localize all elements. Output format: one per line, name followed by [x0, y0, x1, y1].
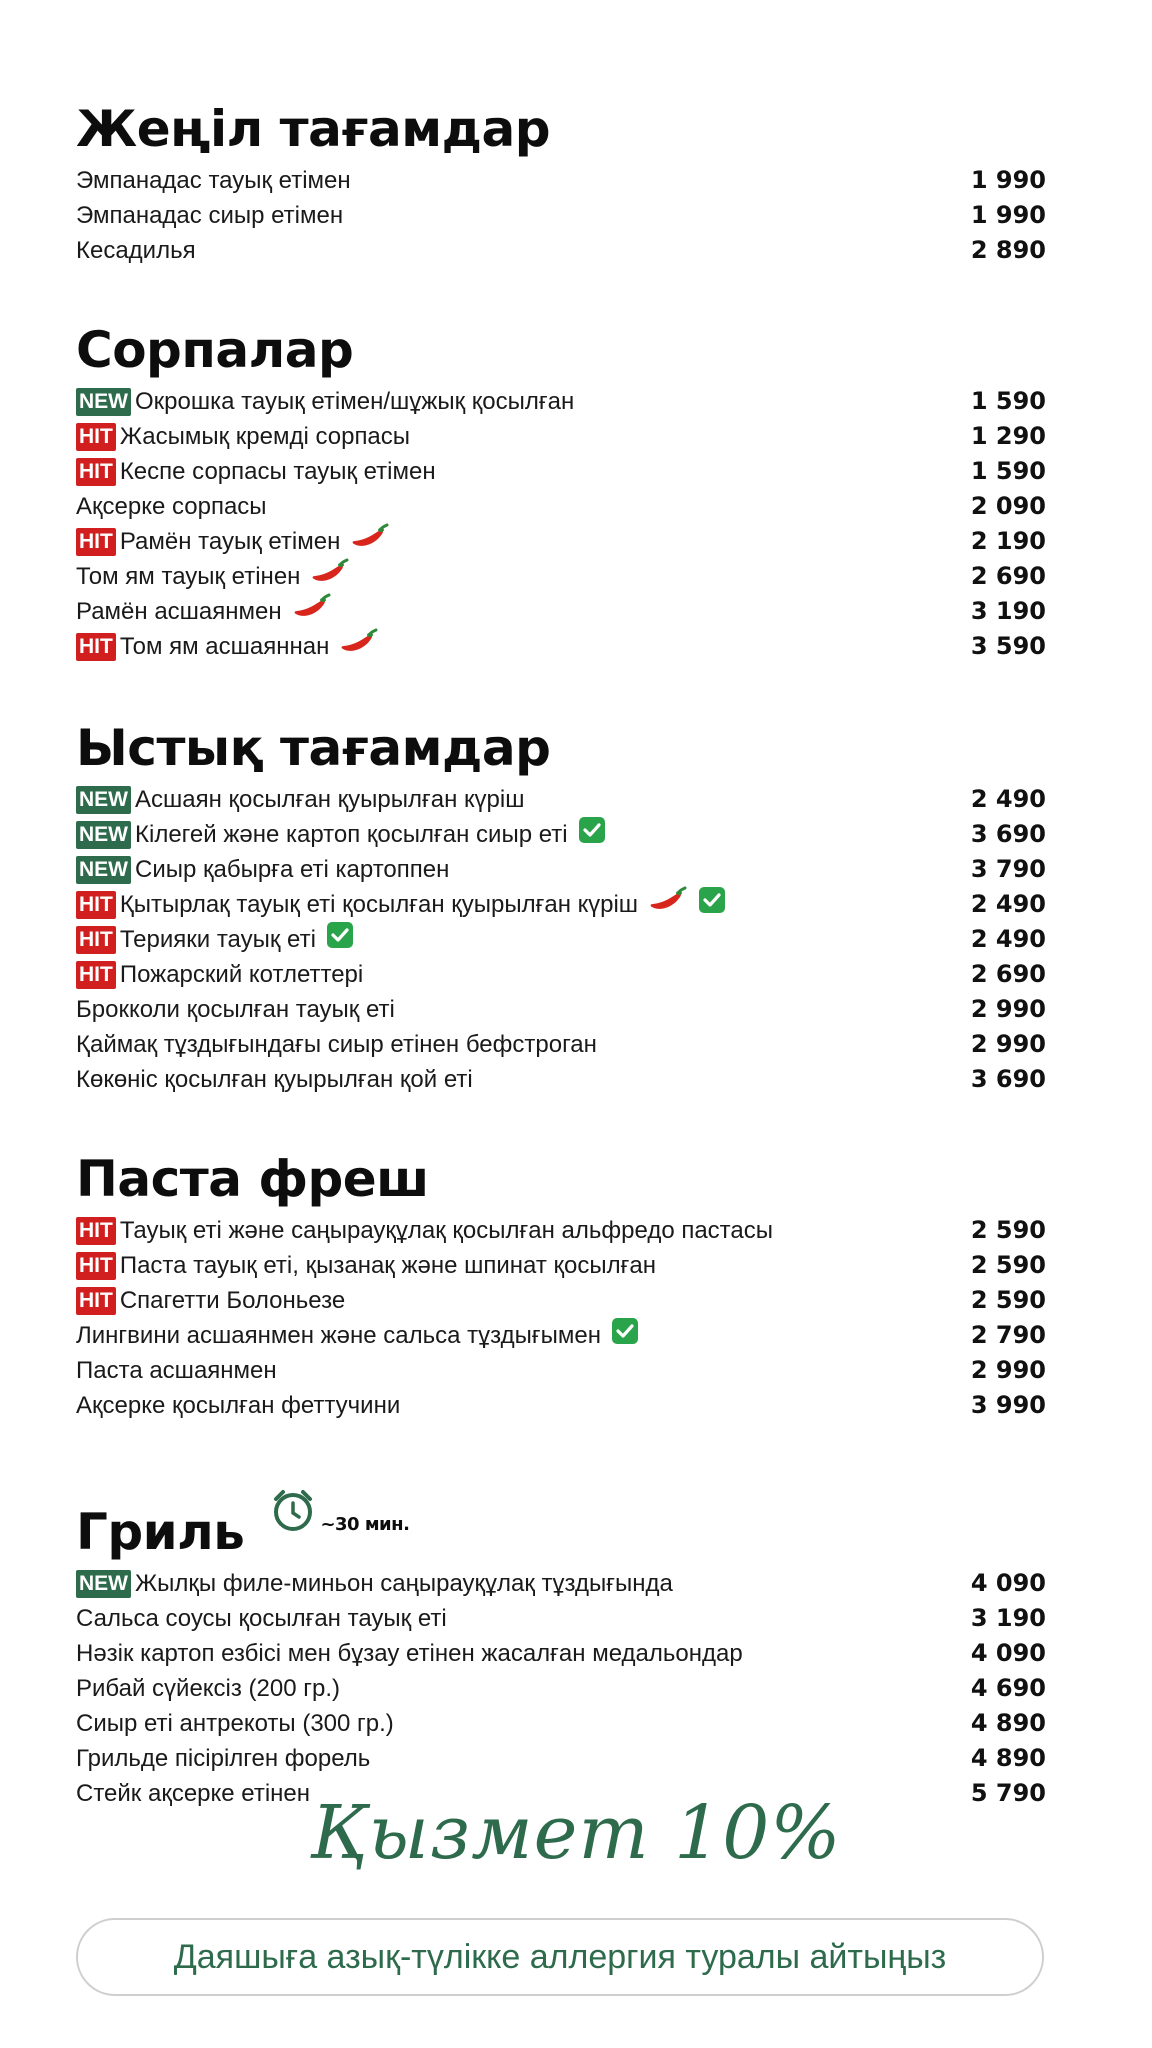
menu-item-name: Лингвини асшаянмен және сальса тұздығымен [76, 1322, 601, 1349]
section-title [76, 714, 1046, 782]
menu-item-price: 3 590 [970, 632, 1046, 660]
menu-item-price: 4 090 [970, 1639, 1046, 1667]
menu-item-name: Асшаян қосылған қуырылған күріш [135, 786, 525, 813]
menu-item-name: Том ям тауық етінен [76, 563, 301, 590]
new-badge: NEW [76, 1570, 131, 1598]
menu-item [76, 817, 1046, 852]
menu-item-price: 3 990 [970, 1391, 1046, 1419]
menu-item [76, 1388, 1046, 1423]
menu-item-name: Кілегей және картоп қосылған сиыр еті [135, 821, 568, 848]
menu-item-name: Қытырлақ тауық еті қосылған қуырылған күріш [119, 891, 639, 918]
menu-item-name: Рамён асшаянмен [76, 598, 282, 625]
menu-item-name: Том ям асшаяннан [119, 633, 330, 660]
menu-item-name: Сальса соусы қосылған тауық еті [76, 1605, 447, 1632]
menu-item-price: 2 890 [970, 236, 1046, 264]
menu-section [76, 714, 1046, 1097]
menu-item-name: Сиыр қабырға еті картоппен [135, 856, 450, 883]
menu-section [76, 1145, 1046, 1423]
menu-item-name-group [76, 1353, 926, 1388]
hit-badge: HIT [76, 633, 116, 661]
menu-item-name: Кеспе сорпасы тауық етімен [119, 458, 436, 485]
hit-badge: HIT [76, 528, 116, 556]
menu-item-name-group [76, 816, 926, 854]
menu-item-name: Паста тауық еті, қызанақ және шпинат қосылған [119, 1252, 656, 1279]
menu-item-name: Сиыр еті антрекоты (300 гр.) [76, 1710, 394, 1737]
chili-pepper-icon [648, 885, 688, 925]
menu-item-name-group [76, 1062, 926, 1097]
menu-item-name: Паста асшаянмен [76, 1357, 277, 1384]
chili-pepper-icon [339, 627, 379, 667]
menu-item [76, 163, 1046, 198]
menu-item [76, 1318, 1046, 1353]
menu-item-name-group [76, 1283, 926, 1318]
menu-item-name-group [76, 454, 926, 489]
menu-item [76, 233, 1046, 268]
new-badge: NEW [76, 388, 131, 416]
menu-item [76, 1027, 1046, 1062]
menu-item-price: 3 790 [970, 855, 1046, 883]
menu-item-name: Рамён тауық етімен [119, 528, 341, 555]
menu-item [76, 384, 1046, 419]
chili-pepper-icon [292, 592, 332, 632]
menu-item [76, 1566, 1046, 1601]
menu-item-name: Қаймақ тұздығындағы сиыр етінен бефстроган [76, 1031, 597, 1058]
menu-item-price: 1 990 [970, 201, 1046, 229]
menu-item-name-group [76, 1671, 926, 1706]
hit-badge: HIT [76, 926, 116, 954]
checkmark-icon [698, 886, 726, 924]
menu-item-price: 3 690 [970, 1065, 1046, 1093]
menu-item-price: 4 690 [970, 1674, 1046, 1702]
menu-item-price: 2 590 [970, 1216, 1046, 1244]
menu-item-name: Нәзік картоп езбісі мен бұзау етінен жасалған медальондар [76, 1640, 743, 1667]
menu-item-name-group [76, 1566, 926, 1601]
menu-item-name: Стейк ақсерке етінен [76, 1780, 311, 1807]
menu-item-name-group [76, 1601, 926, 1636]
menu-item-name: Спагетти Болоньезе [119, 1287, 346, 1314]
menu-item [76, 489, 1046, 524]
menu-item [76, 1353, 1046, 1388]
menu-item [76, 782, 1046, 817]
menu-item-name-group [76, 1706, 926, 1741]
hit-badge: HIT [76, 1287, 116, 1315]
menu-item-name-group [76, 852, 926, 887]
menu-item-name: Жылқы филе-миньон саңырауқұлақ тұздығында [135, 1570, 673, 1597]
menu-item-name: Окрошка тауық етімен/шұжық қосылған [135, 388, 575, 415]
new-badge: NEW [76, 856, 131, 884]
section-title [76, 1471, 1046, 1566]
menu-item-name-group [76, 198, 926, 233]
section-title-text: Паста фреш [76, 1150, 429, 1208]
menu-item-price: 2 990 [970, 995, 1046, 1023]
menu-item-name: Кесадилья [76, 237, 196, 264]
menu-item-name-group [76, 1248, 926, 1283]
menu-item-name-group [76, 992, 926, 1027]
section-title-text: Жеңіл тағамдар [76, 100, 551, 158]
menu-item-price: 2 590 [970, 1251, 1046, 1279]
menu-item-name-group [76, 163, 926, 198]
menu-item-name: Терияки тауық еті [119, 926, 316, 953]
menu-item-name: Брокколи қосылған тауық еті [76, 996, 395, 1023]
cooking-time-text: ~30 мин. [320, 1513, 410, 1535]
menu-item [76, 887, 1046, 922]
menu-item-price: 3 190 [970, 1604, 1046, 1632]
menu-item-price: 2 490 [970, 890, 1046, 918]
checkmark-icon [578, 816, 606, 854]
menu-item-name-group [76, 557, 926, 597]
menu-item-name: Пожарский котлеттері [119, 961, 364, 988]
checkmark-icon [611, 1317, 639, 1355]
menu-item-name-group [76, 1027, 926, 1062]
hit-badge: HIT [76, 1252, 116, 1280]
menu-section [76, 1471, 1046, 1811]
section-gap [76, 268, 1046, 316]
hit-badge: HIT [76, 891, 116, 919]
menu-item-price: 1 290 [970, 422, 1046, 450]
hit-badge: HIT [76, 961, 116, 989]
menu-item-name-group [76, 1741, 926, 1776]
menu-section [76, 95, 1046, 268]
menu-item-name-group [76, 885, 926, 925]
section-gap [76, 1423, 1046, 1471]
menu-item-price: 4 890 [970, 1709, 1046, 1737]
menu-item-price: 2 490 [970, 925, 1046, 953]
menu-item-name-group [76, 592, 926, 632]
menu-item-price: 2 690 [970, 960, 1046, 988]
checkmark-icon [326, 921, 354, 959]
menu-item [76, 957, 1046, 992]
menu-item-name-group [76, 782, 926, 817]
menu-item [76, 1062, 1046, 1097]
menu-item-name-group [76, 233, 926, 268]
new-badge: NEW [76, 786, 131, 814]
allergy-notice: Даяшыға азық-түлікке аллергия туралы айтыңыз [76, 1918, 1044, 1996]
menu-item-price: 2 090 [970, 492, 1046, 520]
menu-item-price: 2 990 [970, 1356, 1046, 1384]
menu-item [76, 1213, 1046, 1248]
section-title [76, 95, 1046, 163]
menu [76, 95, 1046, 1811]
menu-item-name-group [76, 627, 926, 667]
section-title-text: Ыстық тағамдар [76, 719, 551, 777]
menu-item-price: 4 090 [970, 1569, 1046, 1597]
menu-item-name: Эмпанадас тауық етімен [76, 167, 351, 194]
menu-item-price: 3 690 [970, 820, 1046, 848]
menu-item-name: Көкөніс қосылған қуырылған қой еті [76, 1066, 473, 1093]
menu-item-name-group [76, 419, 926, 454]
menu-item-name-group [76, 1388, 926, 1423]
menu-section [76, 316, 1046, 664]
menu-item [76, 1248, 1046, 1283]
menu-item-name-group [76, 489, 926, 524]
new-badge: NEW [76, 821, 131, 849]
menu-item [76, 1741, 1046, 1776]
menu-item-name-group [76, 1317, 926, 1355]
menu-item [76, 1671, 1046, 1706]
menu-item-price: 1 990 [970, 166, 1046, 194]
menu-item [76, 1706, 1046, 1741]
menu-item-price: 2 490 [970, 785, 1046, 813]
cooking-time-note [266, 1471, 409, 1562]
chili-pepper-icon [350, 522, 390, 562]
menu-item-name-group [76, 957, 926, 992]
menu-item-name: Ақсерке қосылған феттучини [76, 1392, 401, 1419]
menu-item [76, 1601, 1046, 1636]
menu-item-price: 1 590 [970, 387, 1046, 415]
menu-item [76, 559, 1046, 594]
menu-item-price: 2 690 [970, 562, 1046, 590]
hit-badge: HIT [76, 458, 116, 486]
menu-item [76, 454, 1046, 489]
menu-item-name: Эмпанадас сиыр етімен [76, 202, 344, 229]
menu-item [76, 1636, 1046, 1671]
chili-pepper-icon [310, 557, 350, 597]
menu-item [76, 852, 1046, 887]
section-title [76, 316, 1046, 384]
menu-item [76, 198, 1046, 233]
menu-item [76, 992, 1046, 1027]
menu-item [76, 629, 1046, 664]
menu-item-price: 5 790 [970, 1779, 1046, 1807]
menu-item-name-group [76, 522, 926, 562]
menu-item-name-group [76, 1636, 926, 1671]
menu-item-name: Ақсерке сорпасы [76, 493, 267, 520]
menu-item-price: 3 190 [970, 597, 1046, 625]
section-title-text: Сорпалар [76, 321, 354, 379]
menu-item [76, 524, 1046, 559]
alarm-clock-icon [270, 1487, 316, 1562]
menu-item-price: 2 790 [970, 1321, 1046, 1349]
menu-item [76, 419, 1046, 454]
service-charge-text: Қызмет 10% [310, 1790, 842, 1876]
menu-item-price: 4 890 [970, 1744, 1046, 1772]
section-title [76, 1145, 1046, 1213]
menu-item-name: Тауық еті және саңырауқұлақ қосылған альфредо пастасы [119, 1217, 773, 1244]
menu-item-name: Грильде пісірілген форель [76, 1745, 371, 1772]
section-gap [76, 664, 1046, 714]
menu-item-price: 1 590 [970, 457, 1046, 485]
menu-item [76, 594, 1046, 629]
menu-item-price: 2 590 [970, 1286, 1046, 1314]
menu-item-name-group [76, 1213, 926, 1248]
menu-item-price: 2 190 [970, 527, 1046, 555]
section-title-text: Гриль [76, 1503, 245, 1561]
menu-item-name-group [76, 921, 926, 959]
menu-item-name: Жасымық кремді сорпасы [119, 423, 411, 450]
hit-badge: HIT [76, 423, 116, 451]
section-gap [76, 1097, 1046, 1145]
menu-item [76, 1283, 1046, 1318]
menu-item [76, 922, 1046, 957]
menu-item-price: 2 990 [970, 1030, 1046, 1058]
hit-badge: HIT [76, 1217, 116, 1245]
menu-item-name: Рибай сүйексіз (200 гр.) [76, 1675, 341, 1702]
menu-item-name-group [76, 384, 926, 419]
